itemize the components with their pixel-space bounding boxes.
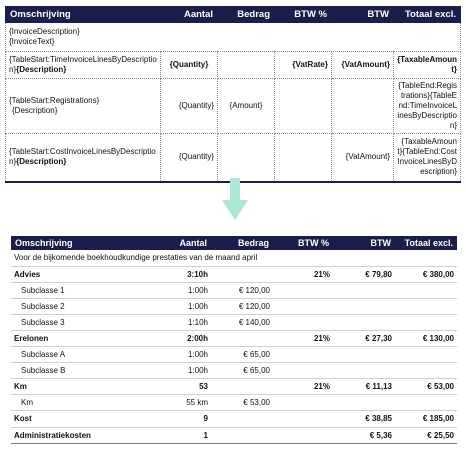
row-description: Subclasse 2: [11, 298, 161, 314]
row-description: Advies: [11, 266, 161, 282]
reg-quantity-field: {Quantity}: [161, 79, 218, 134]
row-description: Subclasse 1: [11, 282, 161, 298]
row-vat: € 38,85: [333, 411, 395, 427]
template-col-amount: Bedrag: [218, 7, 275, 23]
row-vat: € 79,80: [333, 266, 395, 282]
row-total: € 53,00: [395, 379, 457, 395]
time-taxable-field: {TaxableAmount}: [394, 52, 461, 79]
row-quantity: 55 km: [161, 395, 211, 411]
reg-tableend-field: {TableEnd:Registrations}{TableEnd:TimeInvoiceLinesByDescription}: [394, 79, 461, 134]
row-vat: [333, 282, 395, 298]
row-vat-rate: 21%: [273, 266, 333, 282]
row-amount: [211, 266, 273, 282]
row-description: Km: [11, 379, 161, 395]
result-group-row: [11, 266, 457, 282]
row-vat-rate: 21%: [273, 330, 333, 346]
template-row-invoice: [6, 23, 461, 52]
row-vat: [333, 363, 395, 379]
cost-tablestart-field: {TableStart:CostInvoiceLinesByDescription}: [9, 147, 156, 167]
result-col-vat-rate: BTW %: [273, 236, 333, 250]
row-vat-rate: [273, 363, 333, 379]
row-total: [395, 363, 457, 379]
row-vat: [333, 395, 395, 411]
cost-vat-rate-cell: [275, 134, 332, 182]
result-col-vat: BTW: [333, 236, 395, 250]
row-description: Subclasse 3: [11, 314, 161, 330]
template-col-vat: BTW: [332, 7, 394, 23]
row-total: [395, 395, 457, 411]
cost-description-field: {Description}: [16, 157, 67, 167]
cost-vat-amount-field: {VatAmount}: [332, 134, 394, 182]
result-body: [11, 250, 457, 443]
row-total: [395, 314, 457, 330]
template-invoice-description: [6, 23, 461, 52]
row-vat: € 5,36: [333, 427, 395, 443]
template-cost-description: [6, 134, 161, 182]
row-total: € 25,50: [395, 427, 457, 443]
result-intro-text: Voor de bijkomende boekhoudkundige prestaties van de maand april: [11, 250, 457, 266]
row-amount: € 65,00: [211, 363, 273, 379]
template-table: [5, 6, 461, 183]
result-col-description: Omschrijving: [11, 236, 161, 250]
cost-tableend-field: {TaxableAmount}{TableEnd:CostInvoiceLinesByDescription}: [394, 134, 461, 182]
invoice-text-field: {InvoiceText}: [9, 37, 55, 46]
time-vat-rate-field: {VatRate}: [275, 52, 332, 79]
arrow-down-icon: [222, 178, 248, 220]
row-amount: € 120,00: [211, 282, 273, 298]
row-quantity: 53: [161, 379, 211, 395]
result-sub-row: [11, 395, 457, 411]
result-col-quantity: Aantal: [161, 236, 211, 250]
row-total: € 185,00: [395, 411, 457, 427]
reg-vat-cell: [332, 79, 394, 134]
row-description: Kost: [11, 411, 161, 427]
row-quantity: 1:00h: [161, 298, 211, 314]
row-vat-rate: [273, 298, 333, 314]
row-total: [395, 347, 457, 363]
row-vat: [333, 347, 395, 363]
result-col-amount: Bedrag: [211, 236, 273, 250]
row-quantity: 1:00h: [161, 347, 211, 363]
template-row-cost: [6, 134, 461, 182]
time-vat-amount-field: {VatAmount}: [332, 52, 394, 79]
row-vat: [333, 314, 395, 330]
row-amount: € 120,00: [211, 298, 273, 314]
row-amount: € 140,00: [211, 314, 273, 330]
row-vat: [333, 298, 395, 314]
template-time-description: [6, 52, 161, 79]
result-intro-row: [11, 250, 457, 266]
row-total: [395, 282, 457, 298]
reg-vat-rate-cell: [275, 79, 332, 134]
template-col-vat-rate: BTW %: [275, 7, 332, 23]
template-row-registrations: [6, 79, 461, 134]
result-group-row: [11, 379, 457, 395]
result-header-row: [11, 236, 457, 250]
row-vat: € 11,13: [333, 379, 395, 395]
result-group-row: [11, 427, 457, 443]
result-table: [11, 236, 457, 444]
row-total: [395, 298, 457, 314]
cost-amount-cell: [218, 134, 275, 182]
row-vat: € 27,30: [333, 330, 395, 346]
row-vat-rate: [273, 395, 333, 411]
row-quantity: 9: [161, 411, 211, 427]
row-description: Erelonen: [11, 330, 161, 346]
row-description: Km: [11, 395, 161, 411]
result-sub-row: [11, 347, 457, 363]
invoice-description-field: {InvoiceDescription}: [9, 27, 80, 36]
row-amount: € 53,00: [211, 395, 273, 411]
row-amount: [211, 427, 273, 443]
row-quantity: 3:10h: [161, 266, 211, 282]
result-sub-row: [11, 282, 457, 298]
row-vat-rate: [273, 411, 333, 427]
reg-amount-field: {Amount}: [218, 79, 275, 134]
row-total: € 130,00: [395, 330, 457, 346]
row-description: Administratiekosten: [11, 427, 161, 443]
row-vat-rate: [273, 282, 333, 298]
result-sub-row: [11, 363, 457, 379]
result-sub-row: [11, 314, 457, 330]
time-tablestart-field: {TableStart:TimeInvoiceLinesByDescription}: [9, 55, 157, 74]
result-col-total: Totaal excl.: [395, 236, 457, 250]
row-amount: [211, 411, 273, 427]
result-group-row: [11, 330, 457, 346]
row-description: Subclasse B: [11, 363, 161, 379]
reg-tablestart-field: {TableStart:Registrations}: [9, 96, 100, 105]
row-quantity: 1:00h: [161, 282, 211, 298]
row-amount: [211, 330, 273, 346]
row-quantity: 1:10h: [161, 314, 211, 330]
row-total: € 380,00: [395, 266, 457, 282]
row-amount: [211, 379, 273, 395]
time-quantity-field: {Quantity}: [161, 52, 218, 79]
reg-description-field: {Description}: [12, 106, 58, 115]
row-vat-rate: 21%: [273, 379, 333, 395]
row-vat-rate: [273, 427, 333, 443]
template-header-row: [6, 7, 461, 23]
template-col-quantity: Aantal: [161, 7, 218, 23]
cost-quantity-field: {Quantity}: [161, 134, 218, 182]
template-row-time: [6, 52, 461, 79]
row-quantity: 2:00h: [161, 330, 211, 346]
time-description-field: {Description}: [16, 65, 67, 74]
template-reg-description: [6, 79, 161, 134]
row-vat-rate: [273, 314, 333, 330]
row-description: Subclasse A: [11, 347, 161, 363]
result-group-row: [11, 411, 457, 427]
row-amount: € 65,00: [211, 347, 273, 363]
time-amount-cell: [218, 52, 275, 79]
row-quantity: 1:00h: [161, 363, 211, 379]
template-col-description: Omschrijving: [6, 7, 161, 23]
row-quantity: 1: [161, 427, 211, 443]
row-vat-rate: [273, 347, 333, 363]
template-col-total: Totaal excl.: [394, 7, 461, 23]
result-sub-row: [11, 298, 457, 314]
